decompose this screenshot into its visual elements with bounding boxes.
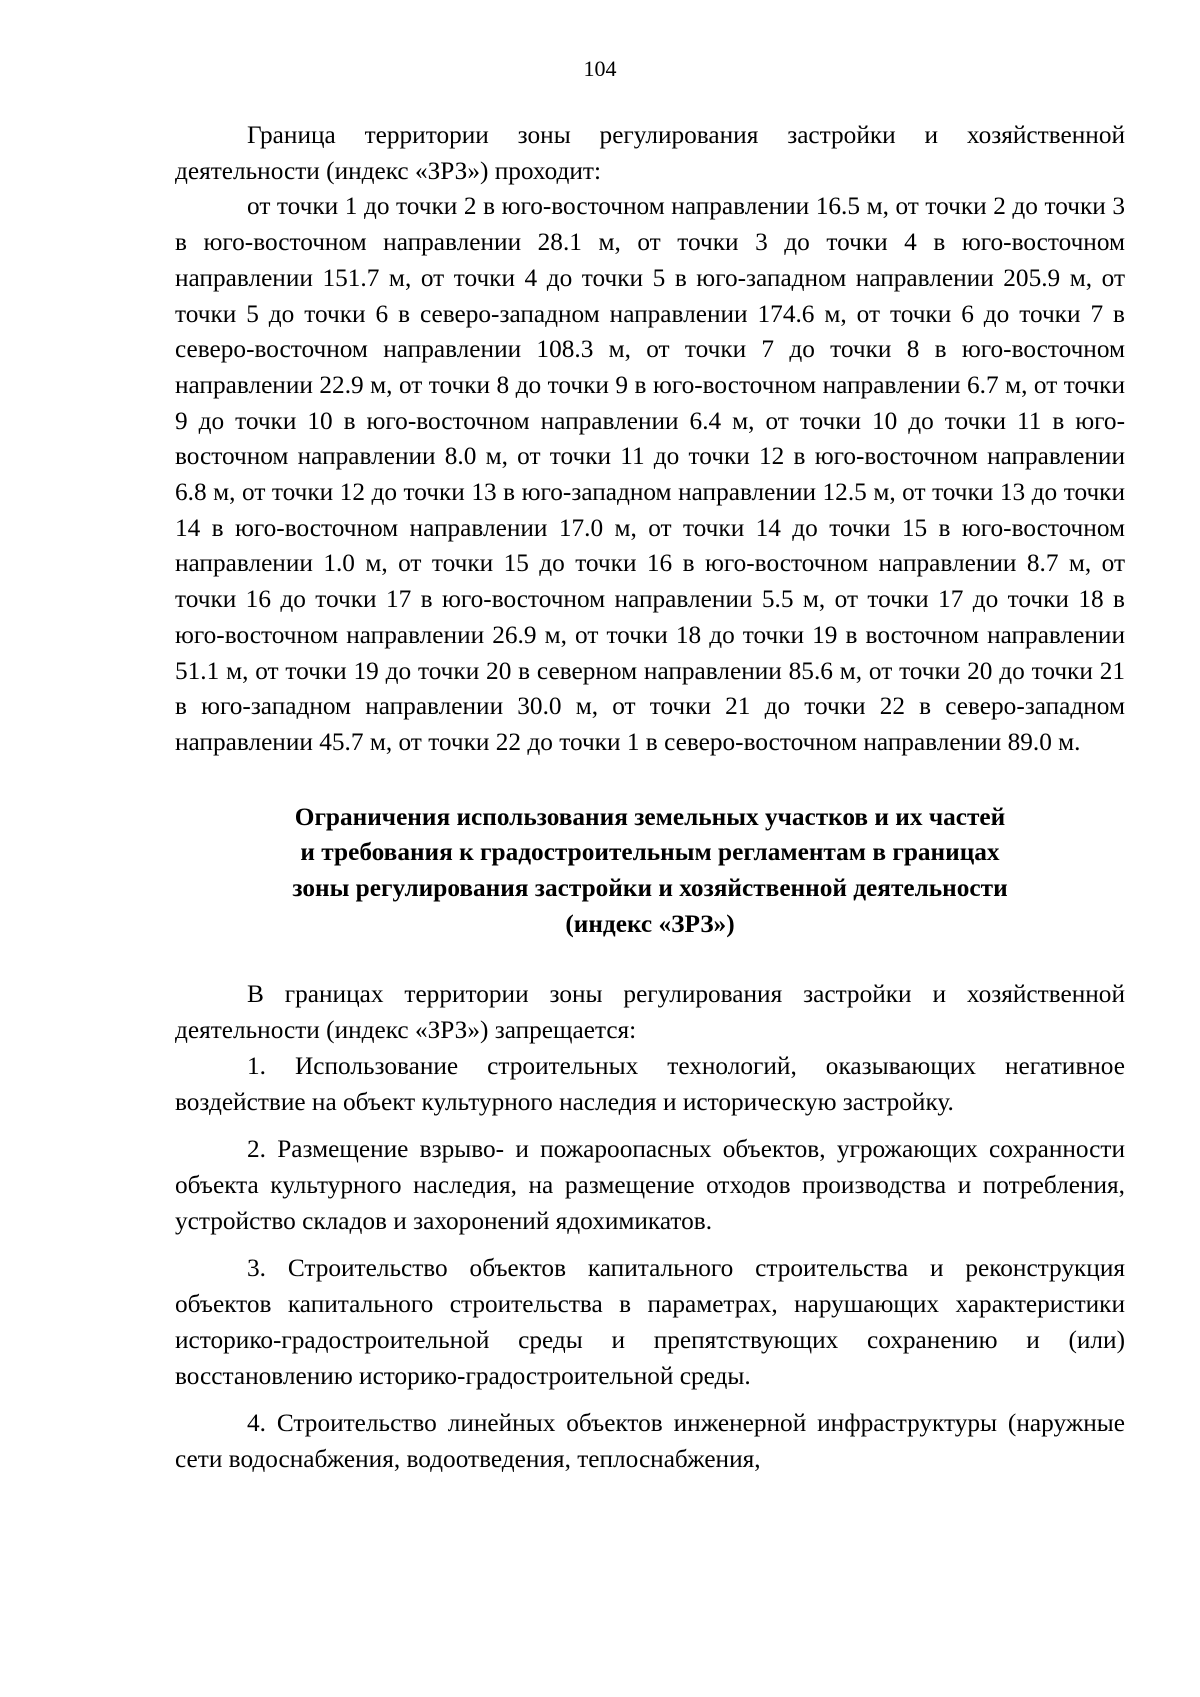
restriction-item: 4. Строительство линейных объектов инженерной инфраструктуры (наружные сети водоснабжения, водоотведения, теплоснабжения,: [175, 1409, 1125, 1473]
restrictions-intro-paragraph: В границах территории зоны регулирования застройки и хозяйственной деятельности (индекс «ЗРЗ») запрещается:: [175, 980, 1125, 1045]
restriction-item: 3. Строительство объектов капитального строительства и реконструкция объектов капитального строительства в параметрах, нарушающих характеристики историко-градостроительной среды и препятствующих сохранению и (или) восстановлению историко-градостроительной среды.: [175, 1254, 1125, 1390]
page-number: 104: [583, 56, 617, 81]
document-body: [175, 118, 1125, 1478]
boundary-intro-paragraph: Граница территории зоны регулирования застройки и хозяйственной деятельности (индекс «ЗРЗ») проходит:: [175, 121, 1125, 185]
boundary-route-paragraph: от точки 1 до точки 2 в юго-восточном направлении 16.5 м, от точки 2 до точки 3 в юго-восточном направлении 28.1 м, от точки 3 до точки 4 в юго-восточном направлении 151.7 м, от точки 4 до точки 5 в юго-западном направлении 205.9 м, от точки 5 до точки 6 в северо-западном направлении 174.6 м, от точки 6 до точки 7 в северо-восточном направлении 108.3 м, от точки 7 до точки 8 в юго-восточном направлении 22.9 м, от точки 8 до точки 9 в юго-восточном направлении 6.7 м, от точки 9 до точки 10 в юго-восточном направлении 6.4 м, от точки 10 до точки 11 в юго-восточном направлении 8.0 м, от точки 11 до точки 12 в юго-восточном направлении 6.8 м, от точки 12 до точки 13 в юго-западном направлении 12.5 м, от точки 13 до точки 14 в юго-восточном направлении 17.0 м, от точки 14 до точки 15 в юго-восточном направлении 1.0 м, от точки 15 до точки 16 в юго-восточном направлении 8.7 м, от точки 16 до точки 17 в юго-восточном направлении 5.5 м, от точки 17 до точки 18 в юго-восточном направлении 26.9 м, от точки 18 до точки 19 в восточном направлении 51.1 м, от точки 19 до точки 20 в северном направлении 85.6 м, от точки 20 до точки 21 в юго-западном направлении 30.0 м, от точки 21 до точки 22 в северо-западном направлении 45.7 м, от точки 22 до точки 1 в северо-восточном направлении 89.0 м.: [175, 192, 1125, 756]
heading-line: и требования к градостроительным регламентам в границах: [300, 838, 1000, 867]
restriction-item: 1. Использование строительных технологий, оказывающих негативное воздействие на объект культурного наследия и историческую застройку.: [175, 1051, 1125, 1116]
restriction-item: 2. Размещение взрыво- и пожароопасных объектов, угрожающих сохранности объекта культурного наследия, на размещение отходов производства и потребления, устройство складов и захоронений ядохимикатов.: [175, 1135, 1125, 1235]
section-heading: [175, 800, 1125, 943]
heading-line: (индекс «ЗРЗ»): [565, 909, 735, 938]
heading-line: Ограничения использования земельных участков и их частей: [294, 802, 1006, 831]
heading-line: зоны регулирования застройки и хозяйственной деятельности: [292, 874, 1008, 903]
